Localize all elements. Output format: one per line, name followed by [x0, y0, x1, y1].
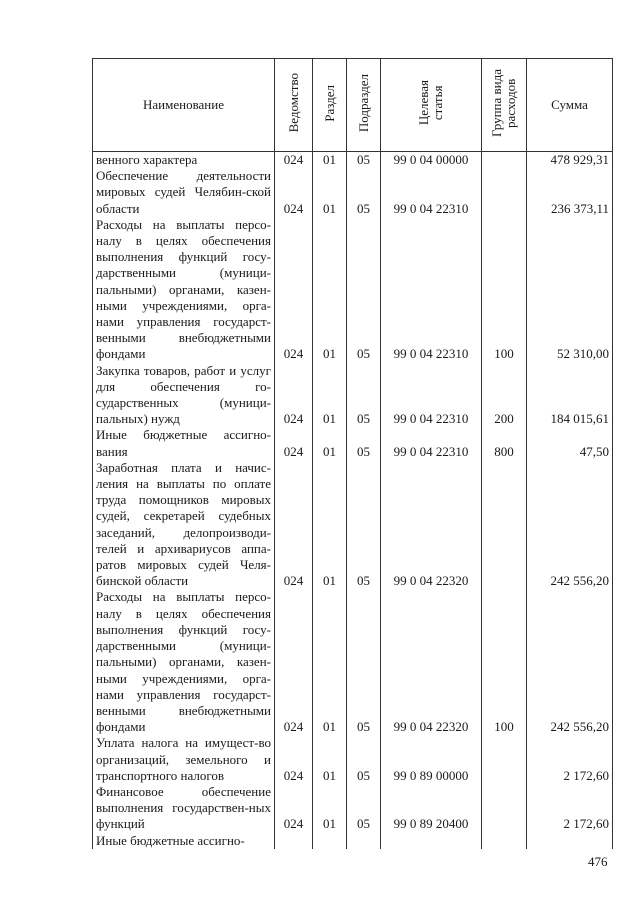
row-razdel [313, 833, 347, 849]
table-body [93, 152, 613, 849]
row-ved: 024 [275, 784, 313, 833]
table-row [93, 589, 613, 735]
row-sum: 242 556,20 [527, 460, 613, 590]
row-sum: 242 556,20 [527, 589, 613, 735]
row-group [482, 784, 527, 833]
row-group: 800 [482, 427, 527, 459]
header-vedomstvo: Ведомство [275, 59, 313, 152]
row-ved: 024 [275, 217, 313, 363]
row-razdel: 01 [313, 784, 347, 833]
row-ved: 024 [275, 460, 313, 590]
row-name: Заработная плата и начис-ления на выплаты по оплате труда помощников мировых судей, секретарей судебных заседаний, делопроизводи-телей и архивариусов аппа-ратов мировых судей Челя-бинской области [93, 460, 275, 590]
row-sum: 236 373,11 [527, 168, 613, 217]
row-ved: 024 [275, 363, 313, 428]
row-name: Уплата налога на имущест-во организаций, земельного и транспортного налогов [93, 735, 275, 784]
row-razdel: 01 [313, 168, 347, 217]
row-name: Обеспечение деятельности мировых судей Челябин-ской области [93, 168, 275, 217]
row-sum: 478 929,31 [527, 152, 613, 169]
row-target: 99 0 04 22310 [381, 427, 482, 459]
table-row [93, 460, 613, 590]
table-row [93, 363, 613, 428]
header-sum: Сумма [527, 59, 613, 152]
header-razdel: Раздел [313, 59, 347, 152]
table-row [93, 152, 613, 169]
row-sum: 184 015,61 [527, 363, 613, 428]
row-target: 99 0 04 22320 [381, 589, 482, 735]
table-row [93, 784, 613, 833]
row-target: 99 0 04 22320 [381, 460, 482, 590]
row-ved: 024 [275, 152, 313, 169]
row-razdel: 01 [313, 363, 347, 428]
row-group [482, 460, 527, 590]
row-razdel: 01 [313, 152, 347, 169]
row-podrazdel: 05 [347, 735, 381, 784]
row-podrazdel: 05 [347, 589, 381, 735]
row-name: Закупка товаров, работ и услуг для обеспечения го-сударственных (муници-пальных) нужд [93, 363, 275, 428]
row-ved: 024 [275, 589, 313, 735]
row-sum: 47,50 [527, 427, 613, 459]
row-target: 99 0 04 22310 [381, 168, 482, 217]
row-target: 99 0 04 22310 [381, 363, 482, 428]
row-razdel: 01 [313, 427, 347, 459]
row-name: Расходы на выплаты персо-налу в целях обеспечения выполнения функций госу-дарственными (муници-пальными) органами, казен-ными учреждениями, орга-нами управления государст-венными внебюджетными фондами [93, 589, 275, 735]
budget-table [92, 58, 613, 849]
table-row [93, 217, 613, 363]
row-podrazdel: 05 [347, 427, 381, 459]
row-razdel: 01 [313, 589, 347, 735]
row-podrazdel: 05 [347, 363, 381, 428]
row-razdel: 01 [313, 735, 347, 784]
row-name: Иные бюджетные ассигно- [93, 833, 275, 849]
row-podrazdel [347, 833, 381, 849]
row-razdel: 01 [313, 460, 347, 590]
row-group [482, 833, 527, 849]
table-header-row [93, 59, 613, 152]
table-row [93, 833, 613, 849]
row-target: 99 0 89 20400 [381, 784, 482, 833]
row-sum: 2 172,60 [527, 784, 613, 833]
row-podrazdel: 05 [347, 168, 381, 217]
row-group [482, 168, 527, 217]
row-ved: 024 [275, 735, 313, 784]
row-name: венного характера [93, 152, 275, 169]
row-group: 100 [482, 589, 527, 735]
row-name: Финансовое обеспечение выполнения государствен-ных функций [93, 784, 275, 833]
row-podrazdel: 05 [347, 460, 381, 590]
row-ved [275, 833, 313, 849]
header-name: Наименование [93, 59, 275, 152]
row-sum: 52 310,00 [527, 217, 613, 363]
table-row [93, 735, 613, 784]
page-number: 476 [588, 854, 608, 869]
row-target: 99 0 04 00000 [381, 152, 482, 169]
row-target [381, 833, 482, 849]
row-podrazdel: 05 [347, 152, 381, 169]
header-group: Группа вида расходов [482, 59, 527, 152]
header-target: Целевая статья [381, 59, 482, 152]
row-target: 99 0 04 22310 [381, 217, 482, 363]
row-target: 99 0 89 00000 [381, 735, 482, 784]
row-group: 100 [482, 217, 527, 363]
row-group [482, 152, 527, 169]
table-row [93, 427, 613, 459]
row-group: 200 [482, 363, 527, 428]
row-ved: 024 [275, 427, 313, 459]
row-podrazdel: 05 [347, 217, 381, 363]
row-ved: 024 [275, 168, 313, 217]
row-name: Расходы на выплаты персо-налу в целях обеспечения выполнения функций госу-дарственными (муници-пальными) органами, казен-ными учреждениями, орга-нами управления государст-венными внебюджетными фондами [93, 217, 275, 363]
table-row [93, 168, 613, 217]
row-sum [527, 833, 613, 849]
row-podrazdel: 05 [347, 784, 381, 833]
row-name: Иные бюджетные ассигно-вания [93, 427, 275, 459]
row-sum: 2 172,60 [527, 735, 613, 784]
row-razdel: 01 [313, 217, 347, 363]
header-podrazdel: Подраздел [347, 59, 381, 152]
row-group [482, 735, 527, 784]
